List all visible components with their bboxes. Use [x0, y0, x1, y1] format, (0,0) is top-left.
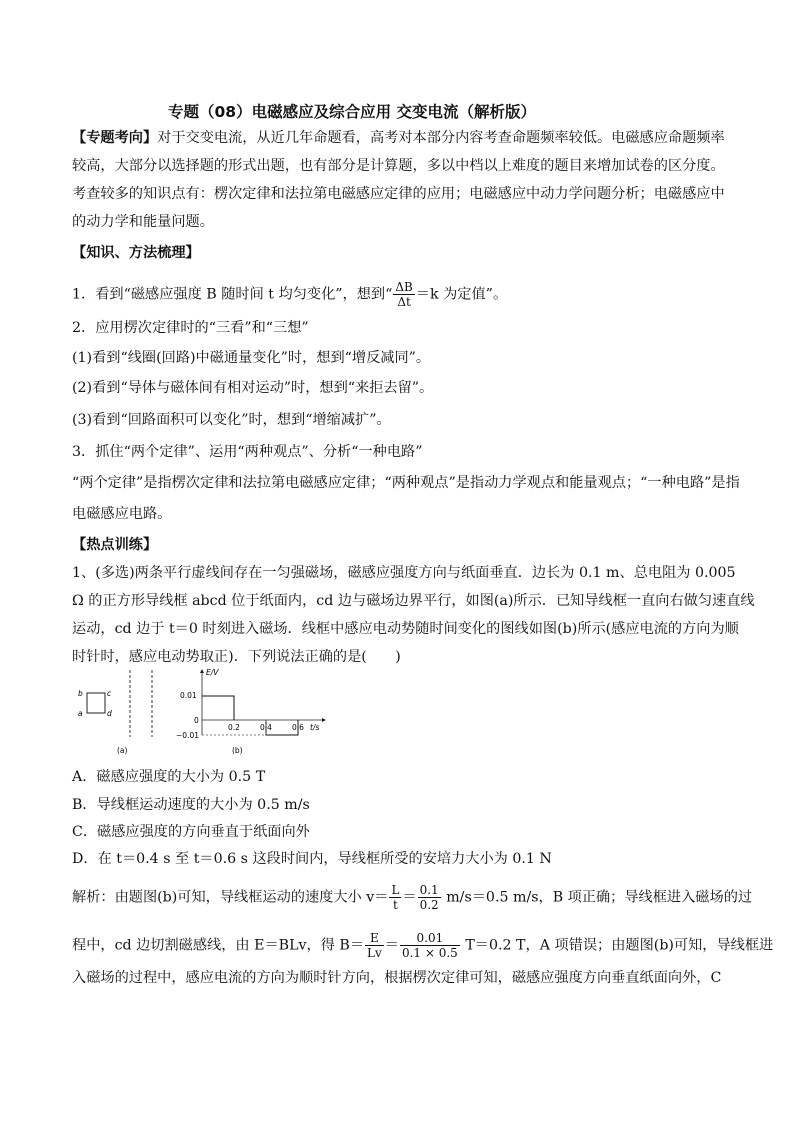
intro-text-1: 对于交变电流，从近几年命题看，高考对本部分内容考查命题频率较低。电磁感应命题频率: [157, 130, 725, 146]
option-a: A．磁感应强度的大小为 0.5 T: [72, 769, 266, 785]
equals-sign: ＝: [402, 889, 417, 906]
option-b: B．导线框运动速度的大小为 0.5 m/s: [72, 797, 310, 813]
knowledge-item-1: [72, 280, 507, 309]
fraction-numerator: E: [365, 931, 384, 946]
tick-label-0-4: 0.4: [260, 723, 272, 732]
k1-numerator: ΔB: [395, 280, 413, 294]
knowledge-item-3a: “两个定律”是指楞次定律和法拉第电磁感应定律；“两种观点”是指动力学观点和能量观点；“一种电路”是指: [72, 475, 740, 491]
equals-sign: ＝: [384, 937, 399, 954]
e-axis-label: E/V: [206, 668, 219, 677]
e-over-lv-fraction: [365, 931, 384, 960]
label-d: d: [107, 709, 112, 718]
tick-label-0-6: 0.6: [292, 723, 304, 732]
square-wire-frame: [87, 693, 105, 713]
figure-a-wire-frame-diagram: [72, 665, 162, 760]
solution-line-3: 入磁场的过程中，感应电流的方向为顺时针方向，根据楞次定律可知，磁感应强度方向垂直纸面向外，C: [72, 970, 722, 986]
figure-b-emf-time-graph: [172, 665, 332, 760]
knowledge-item-2: 2．应用楞次定律时的“三看”和“三想”: [72, 320, 309, 336]
delta-b-over-delta-t-fraction: [393, 280, 414, 309]
fraction-numerator: 0.01: [400, 931, 460, 946]
tick-label-0: 0: [194, 716, 199, 725]
page-title: 专题（08）电磁感应及综合应用 交变电流（解析版）: [168, 103, 536, 121]
option-c: C．磁感应强度的方向垂直于纸面向外: [72, 824, 310, 840]
intro-line-4: 的动力学和能量问题。: [72, 214, 214, 230]
caption-a: (a): [117, 746, 128, 755]
tick-label-neg-0-01: −0.01: [176, 731, 199, 740]
intro-line-1: [72, 128, 725, 148]
label-c: c: [107, 689, 112, 698]
l-over-t-fraction: [389, 883, 401, 912]
solution-2-pre: 程中，cd 边切割磁感线，由 E＝BLv，得 B＝: [72, 937, 365, 954]
question-1-line-1: 1、(多选)两条平行虚线间存在一匀强磁场，磁感应强度方向与纸面垂直．边长为 0.1 m、总电阻为 0.005: [72, 565, 736, 581]
knowledge-item-3b: 电磁感应电路。: [72, 506, 172, 522]
tick-label-0-2: 0.2: [228, 723, 240, 732]
fraction-denominator: t: [393, 898, 398, 912]
label-a: a: [78, 709, 83, 718]
question-1-line-4: 时针时，感应电动势取正)．下列说法正确的是( ): [72, 649, 401, 665]
option-d: D．在 t＝0.4 s 至 t＝0.6 s 这段时间内，导线框所受的安培力大小为 0.1 N: [72, 851, 552, 867]
question-1-line-3: 运动，cd 边于 t＝0 时刻进入磁场．线框中感应电动势随时间变化的图线如图(b)所示(感应电流的方向为顺: [72, 621, 739, 637]
question-1-figures: [72, 665, 332, 760]
solution-2-post: T＝0.2 T，A 项错误；由题图(b)可知，导线框进: [460, 937, 774, 954]
value-fraction: [418, 883, 441, 912]
knowledge-item-2c: (3)看到“回路面积可以变化”时，想到“增缩减扩”。: [72, 412, 391, 428]
k1-denominator: Δt: [397, 295, 411, 309]
e-axis-arrow: [200, 669, 204, 673]
intro-line-2: 较高，大部分以选择题的形式出题，也有部分是计算题，多以中档以上难度的题目来增加试卷的区分度。: [72, 158, 725, 174]
fraction-numerator: 0.1: [419, 883, 439, 897]
caption-b: (b): [232, 746, 243, 755]
fraction-numerator: L: [391, 883, 400, 897]
emf-positive-segment: [202, 696, 234, 720]
k1-pre: 1．看到“磁感应强度 B 随时间 t 均匀变化”，想到“: [72, 286, 393, 303]
knowledge-item-2a: (1)看到“线圈(回路)中磁通量变化”时，想到“增反减同”。: [72, 350, 431, 366]
t-axis-arrow: [322, 718, 326, 722]
intro-label: 【专题考向】: [72, 130, 158, 146]
solution-1-post: m/s＝0.5 m/s，B 项正确；导线框进入磁场的过: [441, 889, 753, 906]
solution-line-1: [72, 883, 752, 912]
section-knowledge-heading: 【知识、方法梳理】: [72, 245, 200, 261]
fraction-denominator: 0.2: [419, 898, 439, 912]
knowledge-item-3: 3．抓住“两个定律”、运用“两种观点”、分析“一种电路”: [72, 444, 423, 460]
k1-post: ＝k 为定值”。: [415, 286, 508, 303]
t-axis-label: t/s: [310, 723, 320, 732]
question-1-line-2: Ω 的正方形导线框 abcd 位于纸面内，cd 边与磁场边界平行，如图(a)所示．已知导线框一直向右做匀速直线: [72, 593, 755, 609]
knowledge-item-2b: (2)看到“导体与磁体间有相对运动”时，想到“来拒去留”。: [72, 380, 434, 396]
solution-line-2: [72, 931, 773, 960]
b-value-fraction: [400, 931, 460, 960]
tick-label-0-01: 0.01: [180, 691, 197, 700]
label-b: b: [78, 689, 83, 698]
fraction-denominator: 0.1 × 0.5: [401, 946, 458, 960]
intro-line-3: 考查较多的知识点有：楞次定律和法拉第电磁感应定律的应用；电磁感应中动力学问题分析；电磁感应中: [72, 186, 725, 202]
fraction-denominator: Lv: [367, 946, 382, 960]
solution-1-pre: 解析：由题图(b)可知，导线框运动的速度大小 v＝: [72, 889, 389, 906]
section-training-heading: 【热点训练】: [72, 537, 158, 553]
